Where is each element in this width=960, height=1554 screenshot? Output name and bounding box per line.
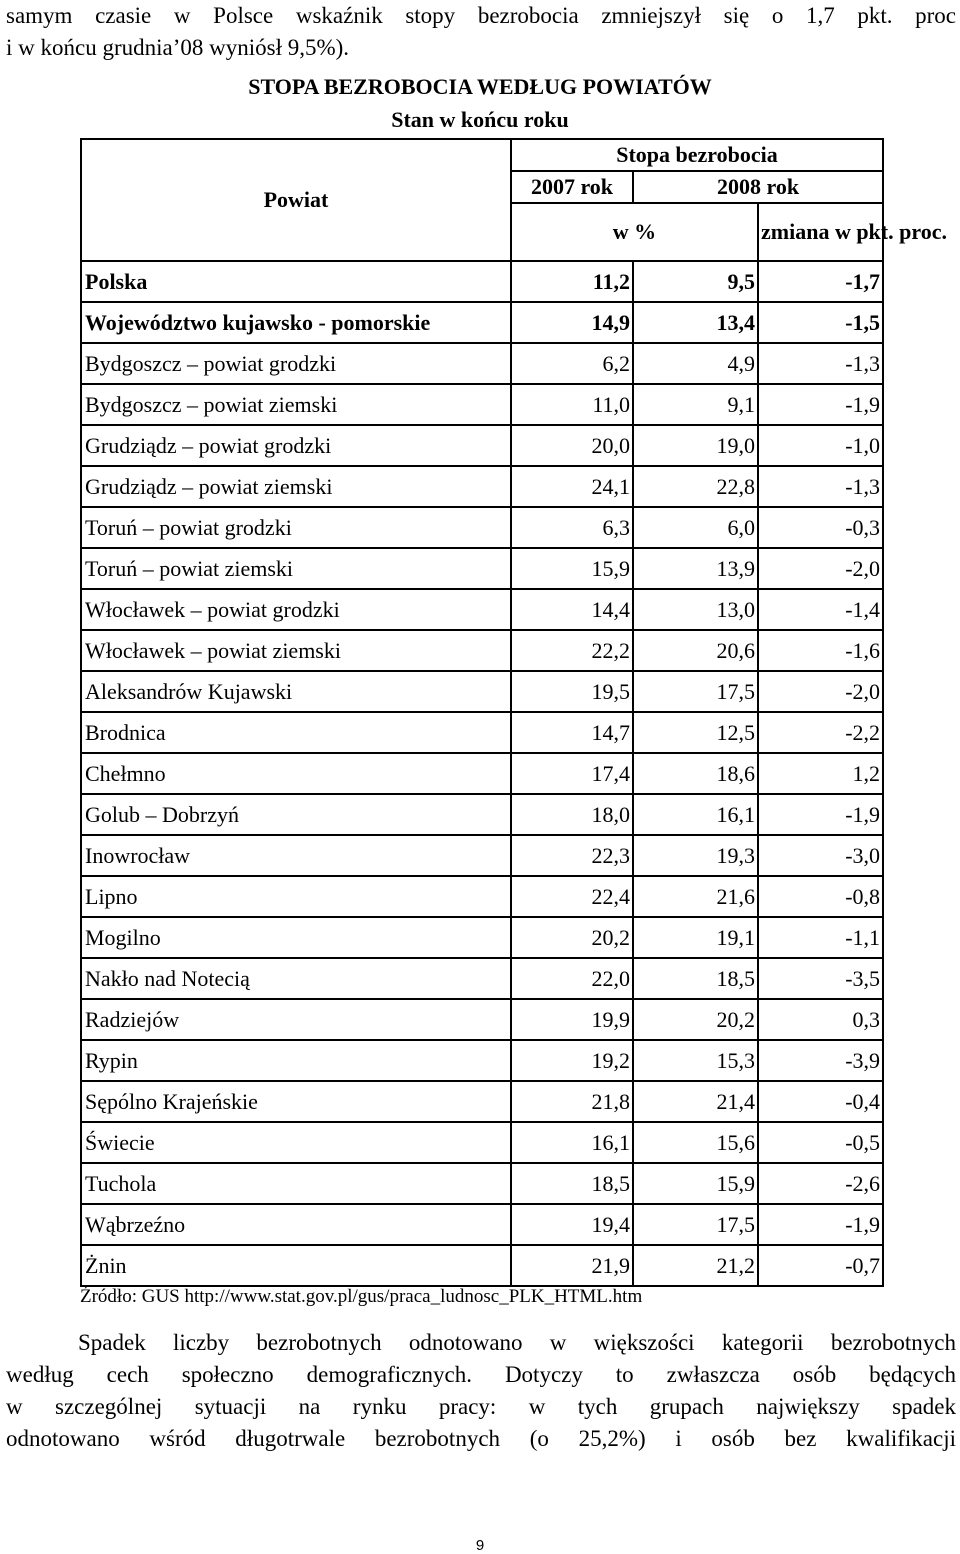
row-change: -1,9 <box>758 1204 883 1245</box>
row-change: -1,7 <box>758 261 883 302</box>
row-name: Włocławek – powiat grodzki <box>81 589 511 630</box>
row-name: Włocławek – powiat ziemski <box>81 630 511 671</box>
header-2008: 2008 rok <box>633 171 883 203</box>
table-row <box>81 343 883 384</box>
row-name: Grudziądz – powiat ziemski <box>81 466 511 507</box>
table-subtitle: Stan w końcu roku <box>391 107 569 132</box>
row-name: Brodnica <box>81 712 511 753</box>
row-value-2008: 15,9 <box>633 1163 758 1204</box>
row-value-2007: 19,2 <box>511 1040 633 1081</box>
row-value-2007: 14,4 <box>511 589 633 630</box>
row-name: Chełmno <box>81 753 511 794</box>
table-row <box>81 384 883 425</box>
table-row <box>81 876 883 917</box>
row-value-2007: 21,9 <box>511 1245 633 1286</box>
paragraph-line-4: odnotowano wśród długotrwale bezrobotnych (o 25,2%) i osób bez kwalifikacji <box>6 1426 956 1451</box>
row-change: -1,1 <box>758 917 883 958</box>
table-row <box>81 466 883 507</box>
row-change: -1,0 <box>758 425 883 466</box>
paragraph-line-1: Spadek liczby bezrobotnych odnotowano w większości kategorii bezrobotnych <box>78 1330 956 1355</box>
table-row <box>81 999 883 1040</box>
row-change: -1,6 <box>758 630 883 671</box>
header-w-procent: w % <box>511 203 758 261</box>
row-value-2008: 19,3 <box>633 835 758 876</box>
row-value-2008: 13,9 <box>633 548 758 589</box>
table-row <box>81 548 883 589</box>
body-paragraph <box>6 1327 956 1455</box>
row-value-2007: 17,4 <box>511 753 633 794</box>
table-row <box>81 794 883 835</box>
row-value-2007: 21,8 <box>511 1081 633 1122</box>
row-change: -1,5 <box>758 302 883 343</box>
row-value-2008: 15,3 <box>633 1040 758 1081</box>
row-name: Aleksandrów Kujawski <box>81 671 511 712</box>
row-change: -1,9 <box>758 794 883 835</box>
row-name: Toruń – powiat ziemski <box>81 548 511 589</box>
row-value-2008: 16,1 <box>633 794 758 835</box>
row-value-2008: 12,5 <box>633 712 758 753</box>
row-value-2008: 21,4 <box>633 1081 758 1122</box>
row-value-2008: 13,4 <box>633 302 758 343</box>
row-value-2008: 18,6 <box>633 753 758 794</box>
row-value-2007: 6,3 <box>511 507 633 548</box>
row-name: Toruń – powiat grodzki <box>81 507 511 548</box>
row-value-2007: 18,5 <box>511 1163 633 1204</box>
row-value-2008: 17,5 <box>633 671 758 712</box>
table-row <box>81 425 883 466</box>
unemployment-table <box>80 138 947 1287</box>
row-value-2007: 14,9 <box>511 302 633 343</box>
row-name: Golub – Dobrzyń <box>81 794 511 835</box>
table-row <box>81 835 883 876</box>
paragraph-line-3: w szczególnej sytuacji na rynku pracy: w tych grupach największy spadek <box>6 1394 956 1419</box>
row-value-2008: 6,0 <box>633 507 758 548</box>
row-value-2008: 4,9 <box>633 343 758 384</box>
row-name: Żnin <box>81 1245 511 1286</box>
row-value-2008: 15,6 <box>633 1122 758 1163</box>
row-value-2007: 18,0 <box>511 794 633 835</box>
row-name: Tuchola <box>81 1163 511 1204</box>
row-name: Nakło nad Notecią <box>81 958 511 999</box>
row-value-2007: 20,2 <box>511 917 633 958</box>
table-row <box>81 261 883 302</box>
row-name: Lipno <box>81 876 511 917</box>
row-change: -2,0 <box>758 671 883 712</box>
table-row <box>81 589 883 630</box>
table-row <box>81 712 883 753</box>
row-name: Mogilno <box>81 917 511 958</box>
row-value-2007: 11,2 <box>511 261 633 302</box>
table-row <box>81 1204 883 1245</box>
table-row <box>81 1163 883 1204</box>
row-value-2008: 21,2 <box>633 1245 758 1286</box>
row-name: Bydgoszcz – powiat grodzki <box>81 343 511 384</box>
row-name: Polska <box>81 261 511 302</box>
row-change: 0,3 <box>758 999 883 1040</box>
row-name: Świecie <box>81 1122 511 1163</box>
table-title: STOPA BEZROBOCIA WEDŁUG POWIATÓW <box>248 74 712 99</box>
row-value-2008: 20,2 <box>633 999 758 1040</box>
row-value-2007: 6,2 <box>511 343 633 384</box>
row-value-2008: 19,1 <box>633 917 758 958</box>
table-row <box>81 917 883 958</box>
row-change: -1,4 <box>758 589 883 630</box>
row-value-2008: 21,6 <box>633 876 758 917</box>
row-name: Wąbrzeźno <box>81 1204 511 1245</box>
row-value-2008: 13,0 <box>633 589 758 630</box>
page-number: 9 <box>475 1537 485 1554</box>
row-change: -1,9 <box>758 384 883 425</box>
row-change: -3,0 <box>758 835 883 876</box>
row-value-2008: 18,5 <box>633 958 758 999</box>
row-value-2007: 22,4 <box>511 876 633 917</box>
row-change: -0,3 <box>758 507 883 548</box>
row-name: Sępólno Krajeńskie <box>81 1081 511 1122</box>
row-value-2007: 22,0 <box>511 958 633 999</box>
row-value-2007: 24,1 <box>511 466 633 507</box>
table-row <box>81 1245 883 1286</box>
row-name: Radziejów <box>81 999 511 1040</box>
row-value-2008: 9,5 <box>633 261 758 302</box>
paragraph-line-2: według cech społeczno demograficznych. Dotyczy to zwłaszcza osób będących <box>6 1362 956 1387</box>
row-change: -2,2 <box>758 712 883 753</box>
row-change: -0,7 <box>758 1245 883 1286</box>
row-value-2008: 19,0 <box>633 425 758 466</box>
table-row <box>81 1122 883 1163</box>
row-change: -2,6 <box>758 1163 883 1204</box>
row-value-2007: 22,2 <box>511 630 633 671</box>
row-name: Bydgoszcz – powiat ziemski <box>81 384 511 425</box>
row-name: Grudziądz – powiat grodzki <box>81 425 511 466</box>
table-row <box>81 507 883 548</box>
table-row <box>81 753 883 794</box>
intro-line-2: i w końcu grudnia’08 wyniósł 9,5%). <box>6 35 350 60</box>
row-value-2008: 22,8 <box>633 466 758 507</box>
row-value-2007: 19,4 <box>511 1204 633 1245</box>
row-change: 1,2 <box>758 753 883 794</box>
header-2007: 2007 rok <box>511 171 633 203</box>
row-value-2007: 19,9 <box>511 999 633 1040</box>
intro-line-1: samym czasie w Polsce wskaźnik stopy bezrobocia zmniejszył się o 1,7 pkt. proc <box>6 3 956 28</box>
row-name: Inowrocław <box>81 835 511 876</box>
source-note: Źródło: GUS http://www.stat.gov.pl/gus/praca_ludnosc_PLK_HTML.htm <box>80 1286 643 1307</box>
row-value-2008: 20,6 <box>633 630 758 671</box>
table-row <box>81 1081 883 1122</box>
row-change: -3,5 <box>758 958 883 999</box>
row-value-2007: 19,5 <box>511 671 633 712</box>
row-change: -0,4 <box>758 1081 883 1122</box>
row-value-2007: 20,0 <box>511 425 633 466</box>
table-row <box>81 630 883 671</box>
header-zmiana: zmiana w pkt. proc. <box>758 203 883 261</box>
header-powiat: Powiat <box>81 139 511 261</box>
row-value-2007: 22,3 <box>511 835 633 876</box>
row-name: Rypin <box>81 1040 511 1081</box>
row-value-2008: 9,1 <box>633 384 758 425</box>
row-value-2007: 11,0 <box>511 384 633 425</box>
row-change: -1,3 <box>758 466 883 507</box>
table-row <box>81 302 883 343</box>
header-stopa-bezrobocia: Stopa bezrobocia <box>511 139 883 171</box>
row-value-2008: 17,5 <box>633 1204 758 1245</box>
row-value-2007: 14,7 <box>511 712 633 753</box>
row-change: -0,5 <box>758 1122 883 1163</box>
row-change: -1,3 <box>758 343 883 384</box>
row-value-2007: 16,1 <box>511 1122 633 1163</box>
row-change: -0,8 <box>758 876 883 917</box>
row-change: -3,9 <box>758 1040 883 1081</box>
table-row <box>81 958 883 999</box>
intro-text <box>6 0 956 64</box>
table-row <box>81 671 883 712</box>
row-change: -2,0 <box>758 548 883 589</box>
table-row <box>81 1040 883 1081</box>
row-value-2007: 15,9 <box>511 548 633 589</box>
row-name: Województwo kujawsko - pomorskie <box>81 302 511 343</box>
